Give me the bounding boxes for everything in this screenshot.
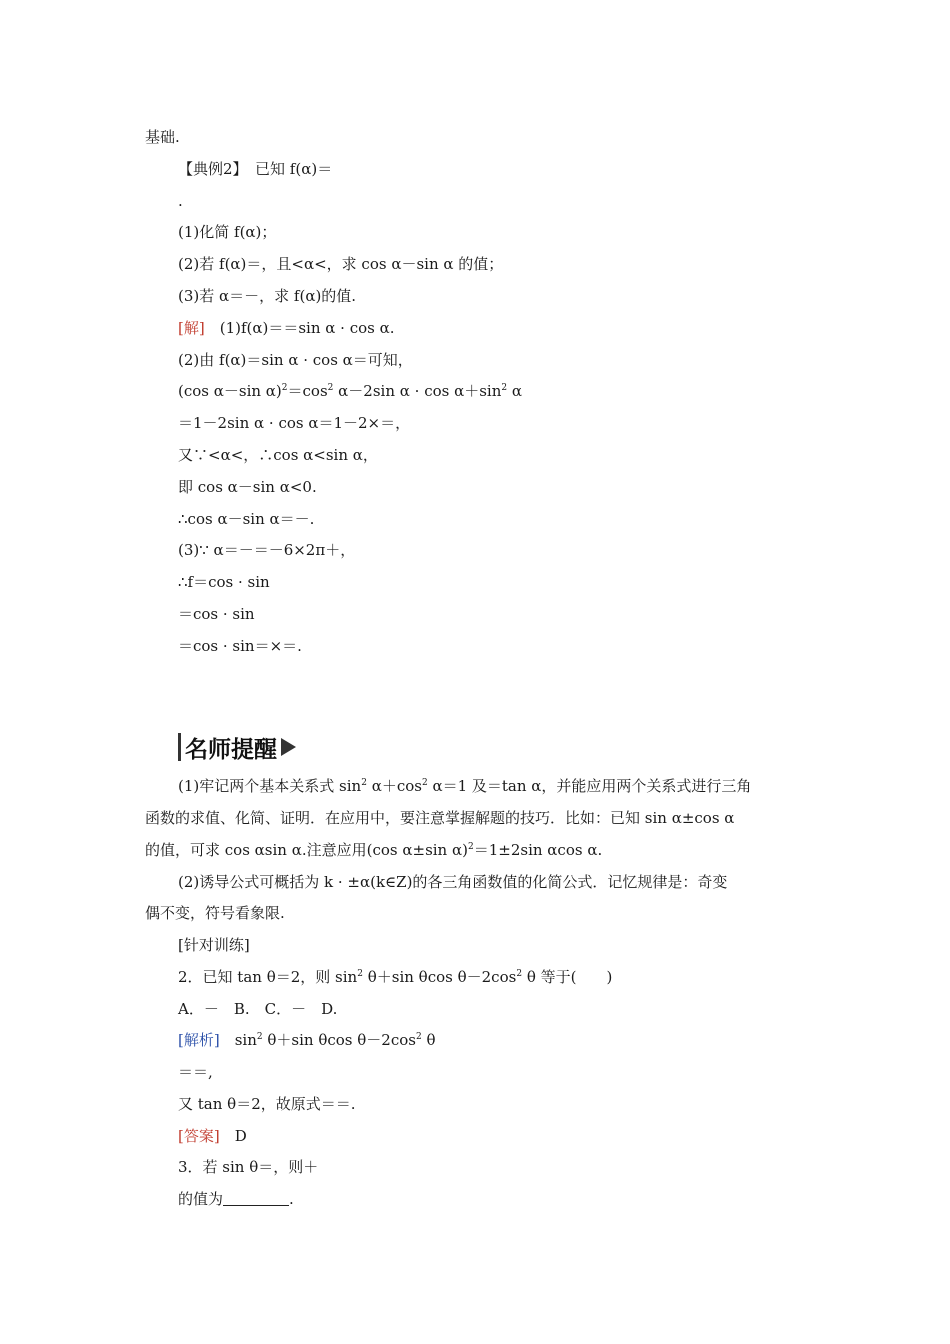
solution-line: ＝cos · sin＝×＝.: [178, 637, 302, 655]
question-text: .: [289, 1190, 294, 1208]
answer-line: [178, 1126, 247, 1146]
analysis-line: ＝＝,: [178, 1063, 213, 1081]
question-text: θ＋sin θcos θ－2cos: [362, 968, 517, 986]
superscript: 2: [327, 383, 334, 393]
formula-part: ＝cos: [287, 382, 328, 400]
question-2: [178, 967, 612, 987]
analysis-line: [178, 1030, 436, 1050]
solution-line: [178, 381, 522, 401]
solution-line: (3)∵ α＝－＝－6×2π＋，: [178, 541, 356, 559]
solution-text: (1)f(α)＝＝sin α · cos α.: [204, 319, 395, 337]
solution-line: ∴f＝cos · sin: [178, 573, 270, 591]
solution-line: ＝1－2sin α · cos α＝1－2×＝，: [178, 414, 411, 432]
superscript: 2: [467, 842, 474, 852]
section-heading: [178, 732, 296, 762]
question-3-blank-line: [178, 1189, 294, 1209]
tip-text: 的值，可求 cos αsin α.注意应用(cos α±sin α): [145, 841, 468, 859]
formula-part: α: [507, 382, 523, 400]
formula-part: α－2sin α · cos α＋sin: [333, 382, 502, 400]
superscript: 2: [516, 969, 523, 979]
analysis-text: θ＋sin θcos θ－2cos: [262, 1031, 416, 1049]
tip-line: (2)诱导公式可概括为 k · ±α(k∈Z)的各三角函数值的化简公式．记忆规律是：奇变: [178, 873, 728, 891]
question-part-2: (2)若 f(α)＝，且<α<，求 cos α－sin α 的值；: [178, 255, 504, 273]
formula-part: (cos α－sin α): [178, 382, 282, 400]
solution-line: 即 cos α－sin α<0.: [178, 478, 317, 496]
heading-bar: [178, 733, 181, 761]
question-text: 2．已知 tan θ＝2，则 sin: [178, 968, 358, 986]
solution-line: ＝cos · sin: [178, 605, 255, 623]
tip-text: α＋cos: [366, 777, 422, 795]
tip-text: ＝1±2sin αcos α.: [473, 841, 603, 859]
answer-text: D: [219, 1127, 247, 1145]
heading-text: 名师提醒: [185, 736, 277, 763]
question-text: 的值为: [178, 1190, 224, 1208]
text-line: .: [178, 192, 183, 210]
tip-line: 函数的求值、化简、证明．在应用中，要注意掌握解题的技巧．比如：已知 sin α±cos α: [145, 809, 735, 827]
question-3: 3．若 sin θ＝，则＋: [178, 1158, 319, 1176]
section-label: [针对训练]: [178, 936, 250, 954]
question-2-options: A．－ B. C．－ D.: [178, 1000, 338, 1018]
superscript: 2: [357, 969, 363, 979]
solution-line: [178, 318, 395, 338]
question-part-3: (3)若 α＝－，求 f(α)的值.: [178, 287, 357, 305]
tip-line: 偶不变，符号看象限.: [145, 904, 285, 922]
example-title: 【典例2】 已知 f(α)＝: [178, 160, 333, 178]
superscript: 2: [415, 1032, 422, 1042]
analysis-line: 又 tan θ＝2，故原式＝＝.: [178, 1095, 356, 1113]
superscript: 2: [501, 383, 508, 393]
answer-tag: [答案]: [178, 1127, 220, 1145]
superscript: 2: [281, 383, 288, 393]
analysis-text: θ: [421, 1031, 436, 1049]
tip-line: [178, 776, 751, 796]
solution-line: 又∵<α<，∴cos α<sin α，: [178, 446, 378, 464]
superscript: 2: [256, 1032, 263, 1042]
tip-text: α＝1 及＝tan α，并能应用两个关系式进行三角: [427, 777, 752, 795]
text-line: 基础.: [145, 128, 180, 146]
superscript: 2: [361, 778, 367, 788]
superscript: 2: [421, 778, 428, 788]
tip-text: (1)牢记两个基本关系式 sin: [178, 777, 362, 795]
solution-tag: [解]: [178, 319, 205, 337]
tip-line: [145, 840, 602, 860]
question-text: θ 等于( ): [522, 968, 613, 986]
question-part-1: (1)化简 f(α)；: [178, 223, 277, 241]
analysis-text: sin: [219, 1031, 257, 1049]
solution-line: ∴cos α－sin α＝－.: [178, 510, 315, 528]
analysis-tag: [解析]: [178, 1031, 220, 1049]
solution-line: (2)由 f(α)＝sin α · cos α＝可知，: [178, 351, 413, 369]
triangle-right-icon: [281, 738, 296, 756]
answer-blank: [223, 1191, 289, 1206]
